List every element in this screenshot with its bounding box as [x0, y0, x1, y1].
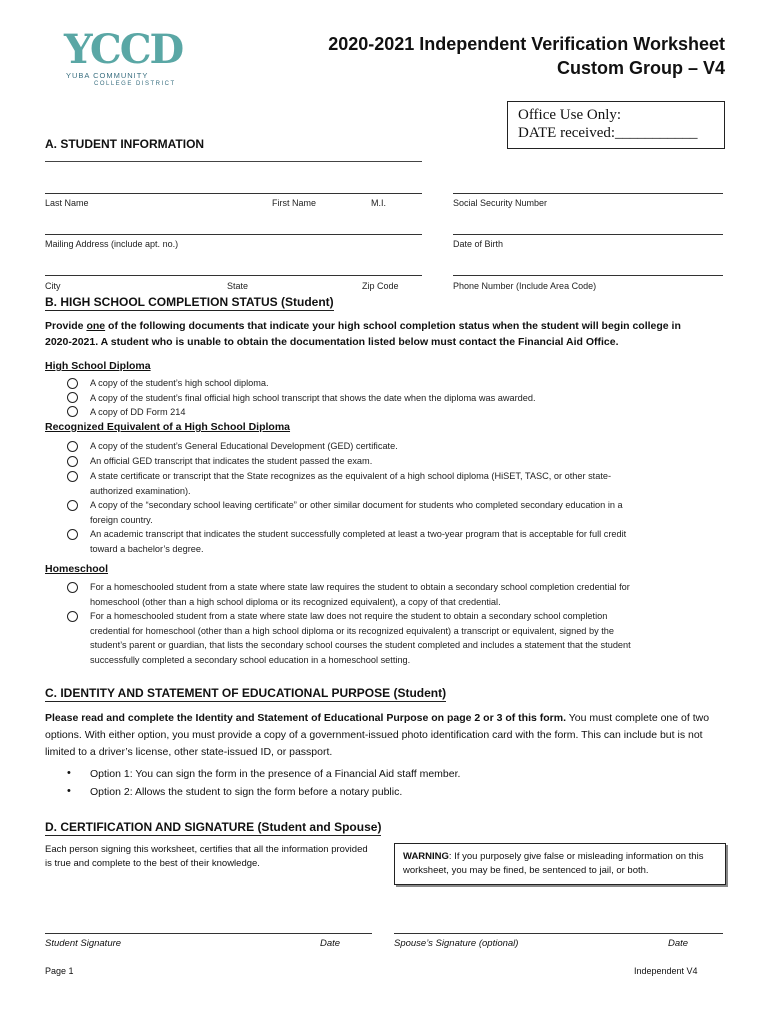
option-2-text: Option 2: Allows the student to sign the form before a notary public.	[90, 786, 403, 798]
state-label: State	[227, 281, 249, 291]
ged-option-1-radio[interactable]	[67, 441, 78, 452]
section-d-heading-wrap	[45, 818, 381, 836]
mi-label: M.I.	[371, 198, 386, 208]
intro-post: of the following documents that indicate your high school completion status when the student will begin college in	[105, 320, 681, 332]
warning-text: : If you purposely give false or misleading information on this worksheet, you may be fined, be sentenced to jail, or both.	[403, 851, 704, 876]
dob-line[interactable]	[453, 234, 723, 235]
city-state-zip-line[interactable]	[45, 275, 422, 276]
dob-label: Date of Birth	[453, 239, 504, 249]
section-c-intro	[45, 710, 735, 761]
homeschool-option-1-line2: homeschool (other than a high school diploma or its recognized equivalent), a copy of that credential.	[90, 596, 501, 607]
ssn-label: Social Security Number	[453, 198, 548, 208]
form-code: Independent V4	[634, 966, 698, 976]
zip-label: Zip Code	[362, 281, 399, 291]
diploma-option-2-radio[interactable]	[67, 392, 78, 403]
logo-line2: COLLEGE DISTRICT	[94, 81, 176, 87]
diploma-option-1-radio[interactable]	[67, 378, 78, 389]
homeschool-option-2-line4: successfully completed a secondary school education in a homeschool setting.	[90, 654, 411, 665]
warning-label: WARNING	[403, 851, 449, 862]
first-name-label: First Name	[272, 198, 317, 208]
ged-option-5-radio[interactable]	[67, 529, 78, 540]
page-title	[328, 32, 725, 80]
intro-pre: Provide	[45, 320, 87, 332]
student-signature-line[interactable]	[45, 933, 372, 934]
homeschool-option-1	[90, 580, 630, 609]
title-line2: Custom Group – V4	[556, 58, 725, 78]
spouse-signature-line[interactable]	[394, 933, 723, 934]
diploma-option-3-radio[interactable]	[67, 406, 78, 417]
title-line1: 2020-2021 Independent Verification Worksheet	[328, 34, 725, 54]
homeschool-option-2-line3: student’s parent or guardian, that lists the secondary school courses the student completed and includes a statement that the student	[90, 640, 631, 650]
diploma-option-1: A copy of the student’s high school diploma.	[90, 378, 269, 388]
ssn-line[interactable]	[453, 193, 723, 194]
section-c-intro-rest: You must complete one of two options. With either option, you must provide a copy of a government-issued photo identification card with the form. This can include but is not limited to a driver’s license, other state-issued ID, or passport.	[45, 712, 710, 758]
name-line[interactable]	[45, 193, 422, 194]
office-use-box	[507, 101, 725, 149]
ged-option-5-line1: An academic transcript that indicates the student successfully completed at least a two-year program that is acceptable for full credit	[90, 529, 627, 539]
logo-letters: YCCD	[64, 26, 183, 73]
homeschool-option-1-line1: For a homeschooled student from a state where state law requires the student to obtain a secondary school completion credential for	[90, 582, 630, 592]
diploma-heading: High School Diploma	[45, 360, 151, 372]
homeschool-option-2-line2: credential for homeschool (other than a high school diploma or its recognized equivalent) a transcript or equivalent, signed by the	[90, 625, 614, 636]
diploma-option-2: A copy of the student’s final official high school transcript that shows the date when the diploma was awarded.	[90, 393, 536, 403]
ged-option-4-line2: foreign country.	[90, 514, 153, 525]
bullet-2-icon: •	[67, 785, 71, 797]
homeschool-option-1-radio[interactable]	[67, 582, 78, 593]
spouse-date-label: Date	[668, 938, 689, 949]
ged-option-1: A copy of the student’s General Educational Development (GED) certificate.	[90, 441, 398, 451]
section-c-heading: C. IDENTITY AND STATEMENT OF EDUCATIONAL PURPOSE (Student)	[45, 686, 447, 700]
intro-one: one	[86, 320, 106, 332]
phone-label: Phone Number (Include Area Code)	[453, 281, 597, 291]
section-b-heading: B. HIGH SCHOOL COMPLETION STATUS (Student)	[45, 295, 334, 309]
homeschool-option-2-radio[interactable]	[67, 611, 78, 622]
last-name-label: Last Name	[45, 198, 89, 208]
diploma-option-3: A copy of DD Form 214	[90, 407, 186, 417]
homeschool-heading: Homeschool	[45, 563, 109, 575]
section-b-intro	[45, 318, 735, 350]
warning-box	[394, 843, 726, 885]
certification-text: Each person signing this worksheet, certifies that all the information provided is true and complete to the best of their knowledge.	[45, 844, 368, 869]
logo-line1: YUBA COMMUNITY	[66, 71, 149, 80]
date-received-label: DATE received:___________	[518, 125, 698, 141]
city-label: City	[45, 281, 61, 291]
spouse-signature-label: Spouse’s Signature (optional)	[394, 938, 519, 949]
ged-option-4-line1: A copy of the “secondary school leaving certificate” or other similar document for students who completed secondary education in a	[90, 500, 623, 510]
ged-heading: Recognized Equivalent of a High School Diploma	[45, 421, 291, 433]
phone-line[interactable]	[453, 275, 723, 276]
student-signature-label: Student Signature	[45, 938, 122, 949]
student-date-label: Date	[320, 938, 341, 949]
address-line[interactable]	[45, 234, 422, 235]
section-d-heading: D. CERTIFICATION AND SIGNATURE (Student and Spouse)	[45, 820, 382, 834]
ged-option-5	[90, 527, 626, 556]
ged-option-3-line1: A state certificate or transcript that the State recognizes as the equivalent of a high school diploma (HiSET, TASC, or other state-	[90, 471, 612, 481]
ged-option-2: An official GED transcript that indicates the student passed the exam.	[90, 456, 373, 466]
option-1-text: Option 1: You can sign the form in the presence of a Financial Aid staff member.	[90, 768, 461, 780]
homeschool-option-2-line1: For a homeschooled student from a state where state law does not require the student to obtain a secondary school completion	[90, 611, 608, 621]
section-c-intro-bold: Please read and complete the Identity and Statement of Educational Purpose on page 2 or 3 of this form.	[45, 712, 567, 724]
ged-option-5-line2: toward a bachelor’s degree.	[90, 543, 204, 554]
ged-option-3	[90, 469, 611, 498]
homeschool-option-2	[90, 609, 631, 667]
ged-option-2-radio[interactable]	[67, 456, 78, 467]
ged-option-3-radio[interactable]	[67, 471, 78, 482]
office-use-label: Office Use Only:	[518, 107, 622, 123]
section-a-divider	[45, 161, 422, 162]
bullet-1-icon: •	[67, 767, 71, 779]
section-c-heading-wrap	[45, 684, 446, 702]
section-a-heading: A. STUDENT INFORMATION	[45, 137, 205, 151]
page-number: Page 1	[45, 966, 74, 976]
intro-line2: 2020-2021. A student who is unable to obtain the documentation listed below must contact the Financial Aid Office.	[45, 336, 619, 348]
ged-option-4	[90, 498, 623, 527]
section-b-heading-wrap	[45, 293, 334, 311]
ged-option-4-radio[interactable]	[67, 500, 78, 511]
ged-option-3-line2: authorized examination).	[90, 485, 191, 496]
yccd-logo	[64, 26, 204, 88]
address-label: Mailing Address (include apt. no.)	[45, 239, 179, 249]
